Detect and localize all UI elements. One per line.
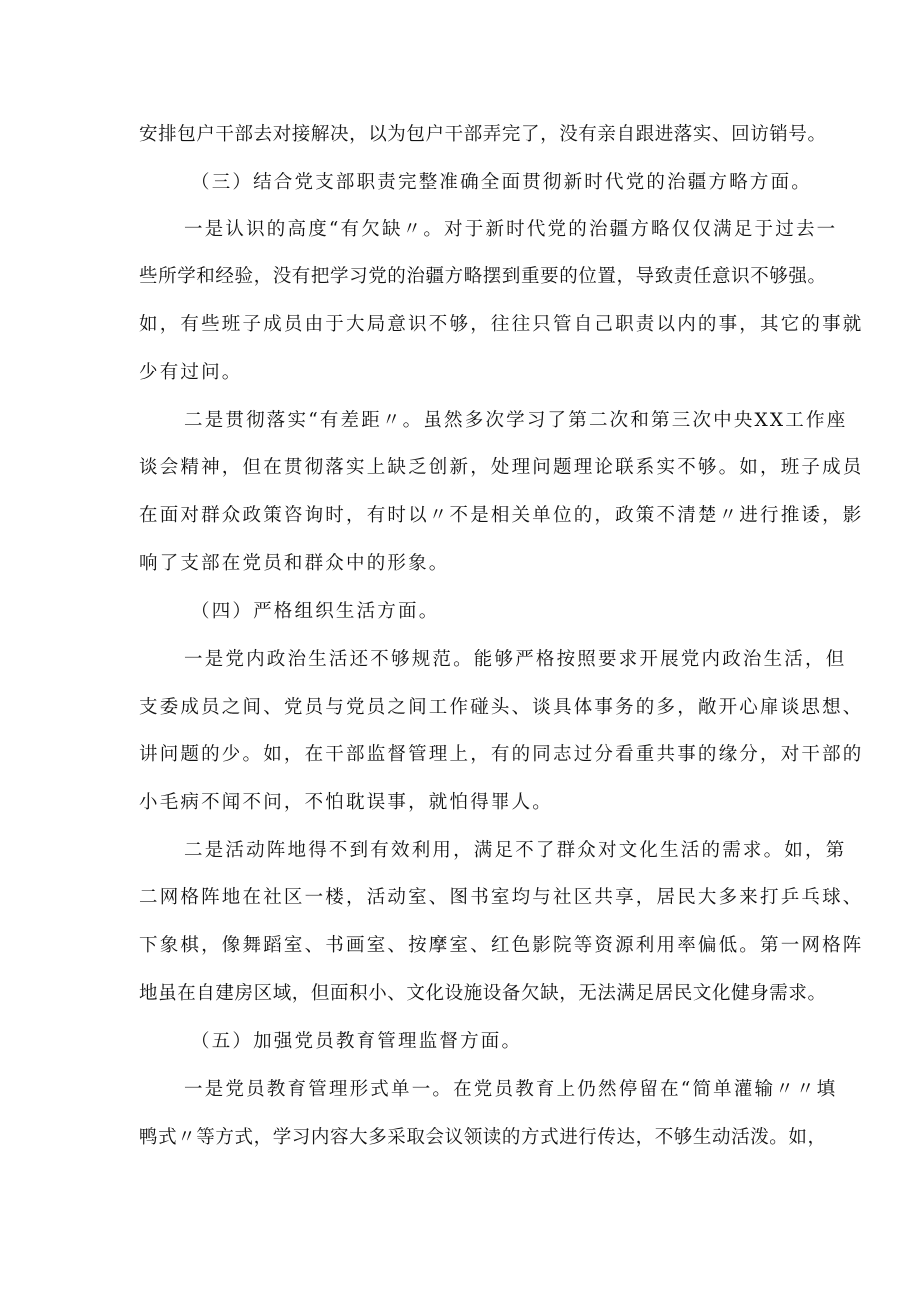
text-line-7: 二是贯彻落实“有差距〃。虽然多次学习了第二次和第三次中央XX工作座: [184, 410, 848, 431]
section-heading-4: （四）严格组织生活方面。: [191, 601, 440, 622]
text-line-13: 支委成员之间、党员与党员之间工作碰头、谈具体事务的多，敞开心扉谈思想、: [139, 697, 864, 718]
text-line-22: 鸭式〃等方式，学习内容大多采取会议领读的方式进行传达，不够生动活泼。如，: [139, 1127, 827, 1148]
text-line-16: 二是活动阵地得不到有效利用，满足不了群众对文化生活的需求。如，第: [184, 840, 847, 861]
text-line-9: 在面对群众政策咨询时，有时以〃不是相关单位的，政策不清楚〃进行推诿，影: [139, 505, 864, 526]
text-line-3: 一是认识的高度“有欠缺〃。对于新时代党的治疆方略仅仅满足于过去一: [184, 219, 838, 240]
section-heading-5: （五）加强党员教育管理监督方面。: [191, 1031, 523, 1052]
text-line-1: 安排包户干部去对接解决，以为包户干部弄完了，没有亲自跟进落实、回访销号。: [139, 124, 827, 145]
text-line-5: 如，有些班子成员由于大局意识不够，往往只管自己职责以内的事，其它的事就: [139, 314, 864, 335]
text-line-19: 地虽在自建房区域，但面积小、文化设施设备欠缺，无法满足居民文化健身需求。: [139, 983, 827, 1004]
text-line-8: 谈会精神，但在贯彻落实上缺乏创新，处理问题理论联系实不够。如，班子成员: [139, 457, 864, 478]
text-line-15: 小毛病不闻不问，不怕耽误事，就怕得罪人。: [139, 792, 554, 813]
text-line-17: 二网格阵地在社区一楼，活动室、图书室均与社区共享，居民大多来打乒乓球、: [139, 887, 864, 908]
text-line-14: 讲问题的少。如，在干部监督管理上，有的同志过分看重共事的缘分，对干部的: [139, 744, 864, 765]
text-line-21: 一是党员教育管理形式单一。在党员教育上仍然停留在“简单灌输〃〃填: [184, 1079, 838, 1100]
section-heading-3: （三）结合党支部职责完整准确全面贯彻新时代党的治疆方略方面。: [191, 172, 813, 193]
text-line-18: 下象棋，像舞蹈室、书画室、按摩室、红色影院等资源利用率偏低。第一网格阵: [139, 935, 864, 956]
text-line-12: 一是党内政治生活还不够规范。能够严格按照要求开展党内政治生活，但: [184, 649, 847, 670]
text-line-6: 少有过问。: [139, 362, 243, 383]
text-line-10: 响了支部在党员和群众中的形象。: [139, 553, 450, 574]
text-line-4: 些所学和经验，没有把学习党的治疆方略摆到重要的位置，导致责任意识不够强。: [139, 266, 827, 287]
